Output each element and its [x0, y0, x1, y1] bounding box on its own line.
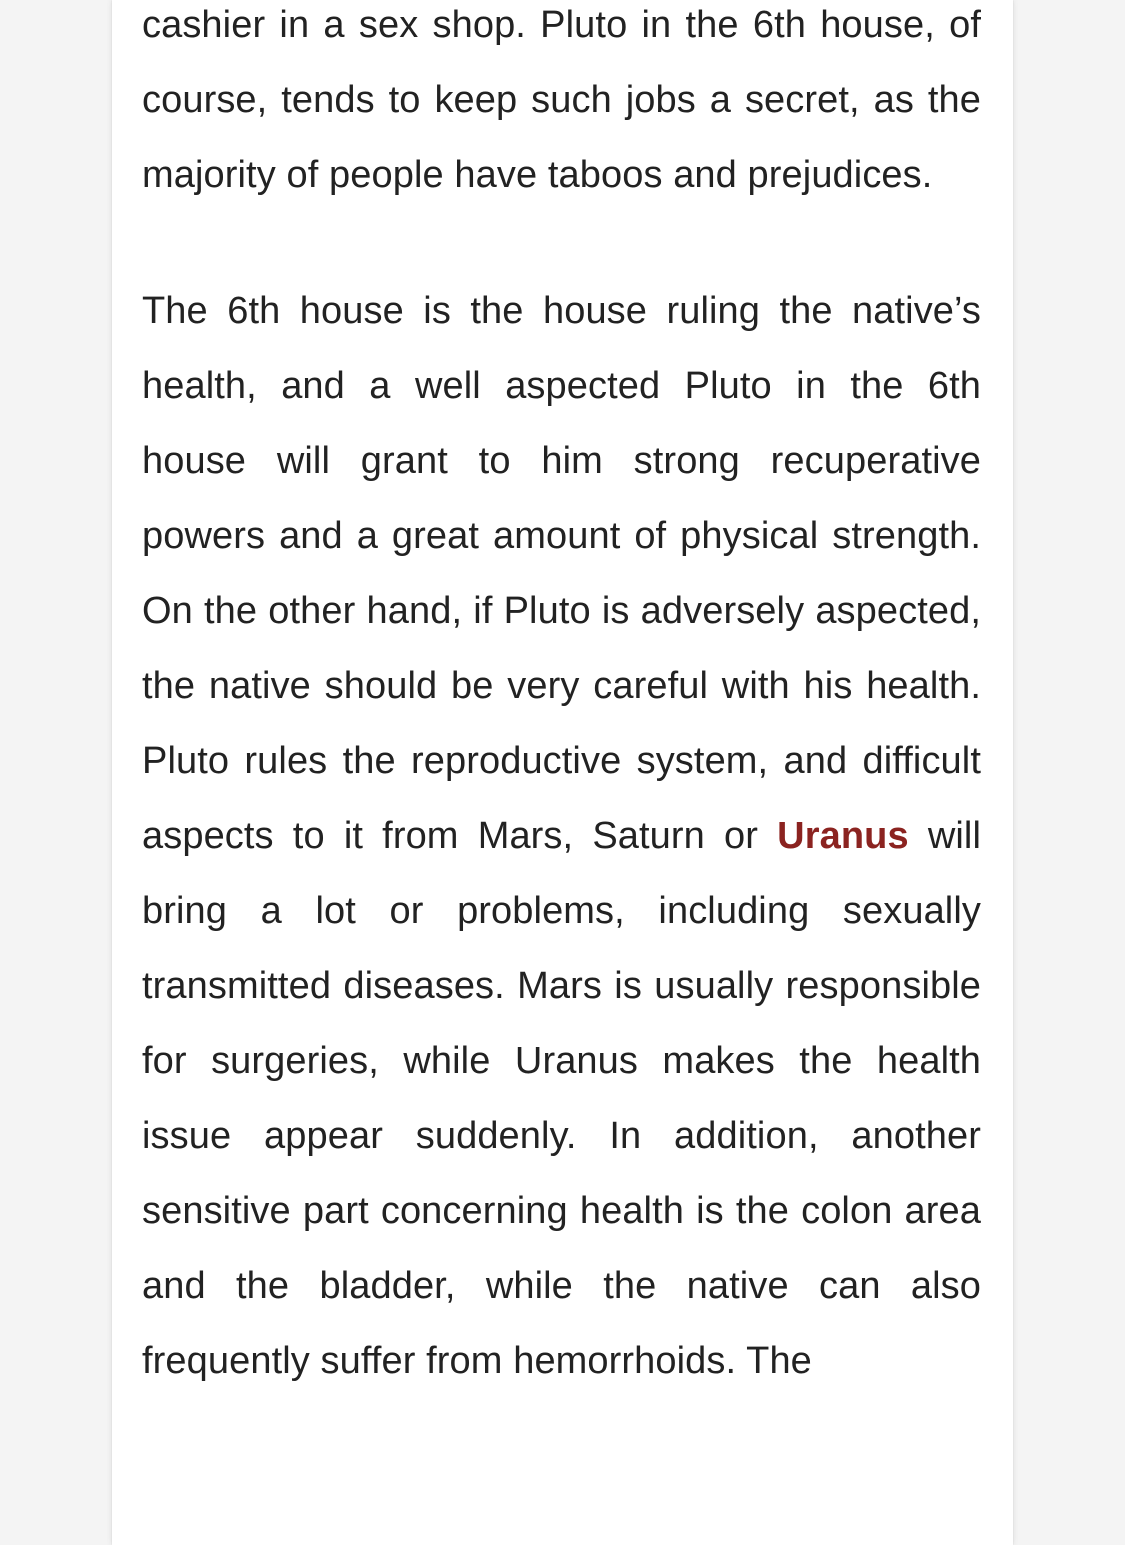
paragraph-sixth-house-health [142, 274, 981, 1399]
paragraph-text-after-link: will bring a lot or problems, including sexually transmitted diseases. Mars is usually responsible for surgeries, while Uranus makes the health issue appear suddenly. In addition, another sensitive part concerning health is the colon area and the bladder, while the native can also frequently suffer from hemorrhoids. The [142, 815, 981, 1382]
article-page [112, 0, 1013, 1545]
paragraph-text-before-link: The 6th house is the house ruling the native’s health, and a well aspected Pluto in the 6th house will grant to him strong recuperative powers and a great amount of physical strength. On the other hand, if Pluto is adversely aspected, the native should be very careful with his health. Pluto rules the reproductive system, and difficult aspects to it from Mars, Saturn or [142, 290, 981, 857]
article-body [142, 0, 981, 1399]
uranus-link[interactable]: Uranus [777, 815, 909, 857]
paragraph-pluto-jobs: cashier in a sex shop. Pluto in the 6th house, of course, tends to keep such jobs a secret, as the majority of people have taboos and prejudices. [142, 4, 981, 196]
